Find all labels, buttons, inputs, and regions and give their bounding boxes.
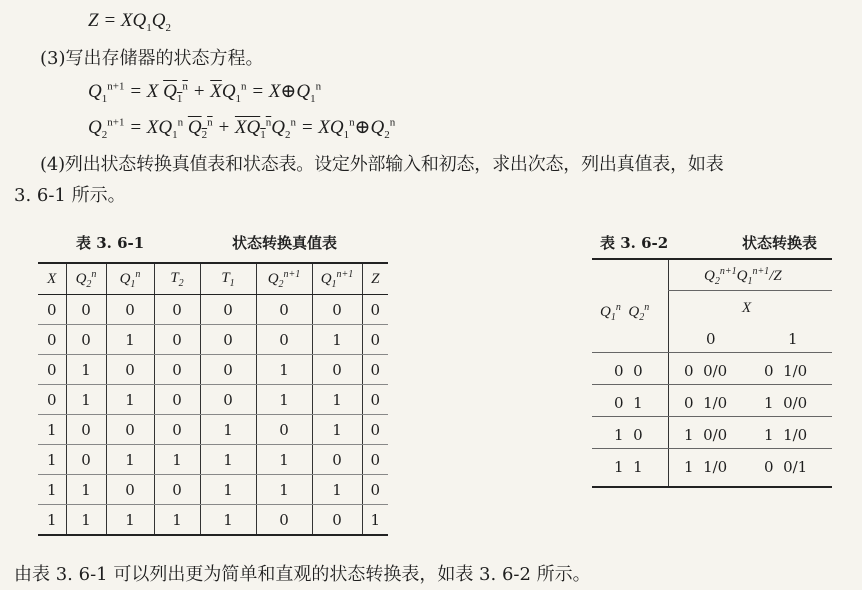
table-cell: 1 [312, 475, 362, 505]
table-cell: 0 [106, 475, 154, 505]
paragraph-footer: 由表 3. 6-1 可以列出更为简单和直观的状态转换表，如表 3. 6-2 所示。 [14, 564, 591, 585]
table-cell: 1 [256, 445, 312, 475]
table2-next-x0: 1 1/0 [684, 458, 728, 476]
table-cell: 0 [312, 445, 362, 475]
table1-header-cell: $T_2$ [154, 263, 200, 295]
table2-state: 1 1 [614, 458, 643, 476]
table-cell: 0 [66, 325, 106, 355]
state-transition-table [592, 258, 832, 488]
table2-next-x1: 0 1/0 [764, 362, 808, 380]
table1-title: 状态转换真值表 [232, 234, 338, 252]
table-row [38, 505, 388, 536]
table-cell: 0 [200, 295, 256, 325]
table2-state: 0 0 [614, 362, 643, 380]
table-cell: 0 [200, 355, 256, 385]
table-cell: 0 [66, 445, 106, 475]
table2-state: 1 0 [614, 426, 643, 444]
table-cell: 0 [154, 385, 200, 415]
table2-header-x: X [742, 300, 752, 316]
table-cell: 0 [38, 295, 66, 325]
table-cell: 1 [200, 475, 256, 505]
table-cell: 0 [66, 295, 106, 325]
table-cell: 1 [154, 445, 200, 475]
table-cell: 1 [154, 505, 200, 536]
table2-caption: 表 3. 6-2 [600, 234, 669, 252]
table-cell: 0 [256, 295, 312, 325]
table-row [38, 295, 388, 325]
equation-q2: $Q_2^{n+1} = XQ_1^n$ $Q_2^n + XQ_1^nQ_2^n$ = $XQ_1^n\oplus Q_2^n$ [88, 116, 396, 141]
table-cell: 1 [312, 415, 362, 445]
table1-header-cell: $Q_1^n$ [106, 263, 154, 295]
table-cell: 0 [362, 445, 388, 475]
table1-header-cell: $Q_2^n$ [66, 263, 106, 295]
table2-rule [592, 448, 832, 449]
table1-header-row [38, 263, 388, 295]
table-cell: 0 [38, 325, 66, 355]
table-row [38, 475, 388, 505]
table2-row-header: $Q_1^n$ $Q_2^n$ [600, 302, 650, 323]
table-cell: 0 [362, 385, 388, 415]
table-cell: 0 [154, 295, 200, 325]
table-cell: 1 [106, 445, 154, 475]
table2-col-label-1: 1 [788, 330, 798, 348]
table-cell: 0 [106, 295, 154, 325]
state-transition-truth-table [38, 262, 388, 536]
table-cell: 0 [38, 355, 66, 385]
table1-header-cell: $Q_1^{n+1}$ [312, 263, 362, 295]
equation-z: $Z = XQ_1Q_2$ [88, 10, 171, 34]
table-cell: 1 [200, 445, 256, 475]
table2-state: 0 1 [614, 394, 643, 412]
table-cell: 0 [154, 325, 200, 355]
table2-next-x1: 1 1/0 [764, 426, 808, 444]
table-cell: 0 [312, 355, 362, 385]
table1-header-cell: $Q_2^{n+1}$ [256, 263, 312, 295]
table-cell: 0 [362, 475, 388, 505]
table-cell: 1 [256, 385, 312, 415]
table-cell: 1 [256, 355, 312, 385]
equation-q1: $Q_1^{n+1} = X$ $Q_1^n + \overline{X}Q_1^n$ = $X\oplus Q_1^n$ [88, 80, 322, 105]
table-cell: 1 [38, 505, 66, 536]
table-cell: 1 [66, 355, 106, 385]
table-cell: 1 [38, 415, 66, 445]
paragraph-step3: (3)写出存储器的状态方程。 [40, 48, 264, 69]
table-cell: 0 [312, 295, 362, 325]
table-row [38, 355, 388, 385]
table-cell: 1 [66, 385, 106, 415]
table-cell: 1 [312, 385, 362, 415]
table2-next-x1: 0 0/1 [764, 458, 808, 476]
table-cell: 0 [66, 415, 106, 445]
table1-header-cell: X [38, 263, 66, 295]
table-row [38, 415, 388, 445]
table2-next-x0: 1 0/0 [684, 426, 728, 444]
table2-rule [592, 384, 832, 385]
table2-col-label-0: 0 [706, 330, 716, 348]
table2-title: 状态转换表 [742, 234, 818, 252]
table-cell: 0 [256, 325, 312, 355]
table-cell: 0 [200, 325, 256, 355]
table-cell: 1 [106, 325, 154, 355]
table2-next-x0: 0 0/0 [684, 362, 728, 380]
table-cell: 0 [200, 385, 256, 415]
table-cell: 1 [256, 475, 312, 505]
table-cell: 0 [154, 355, 200, 385]
table-cell: 0 [312, 505, 362, 536]
table-cell: 0 [256, 415, 312, 445]
table-cell: 0 [38, 385, 66, 415]
table-cell: 1 [362, 505, 388, 536]
table1-caption: 表 3. 6-1 [76, 234, 145, 252]
table-row [38, 325, 388, 355]
table2-divider [668, 260, 669, 486]
table-cell: 1 [200, 415, 256, 445]
table-cell: 1 [66, 505, 106, 536]
table2-next-x0: 0 1/0 [684, 394, 728, 412]
table2-rule [668, 290, 832, 291]
table-cell: 0 [106, 415, 154, 445]
table2-header-top: $Q_2^{n+1}Q_1^{n+1}/Z$ [704, 266, 782, 287]
table-row [38, 445, 388, 475]
table2-rule [592, 416, 832, 417]
table-cell: 0 [362, 295, 388, 325]
table-cell: 0 [256, 505, 312, 536]
table-cell: 0 [362, 415, 388, 445]
table1-header-cell: Z [362, 263, 388, 295]
table-cell: 1 [38, 445, 66, 475]
table1-header-cell: $T_1$ [200, 263, 256, 295]
table-cell: 0 [106, 355, 154, 385]
table-cell: 0 [154, 475, 200, 505]
table-cell: 1 [106, 505, 154, 536]
paragraph-step4-line1: (4)列出状态转换真值表和状态表。设定外部输入和初态，求出次态，列出真值表，如表 [40, 154, 724, 175]
table2-next-x1: 1 0/0 [764, 394, 808, 412]
table-cell: 0 [362, 355, 388, 385]
table-cell: 0 [154, 415, 200, 445]
table-cell: 0 [362, 325, 388, 355]
table-cell: 1 [106, 385, 154, 415]
table-cell: 1 [38, 475, 66, 505]
paragraph-step4-line2: 3. 6-1 所示。 [14, 185, 126, 206]
table-row [38, 385, 388, 415]
table-cell: 1 [312, 325, 362, 355]
table2-rule [592, 352, 832, 353]
table-cell: 1 [200, 505, 256, 536]
table-cell: 1 [66, 475, 106, 505]
